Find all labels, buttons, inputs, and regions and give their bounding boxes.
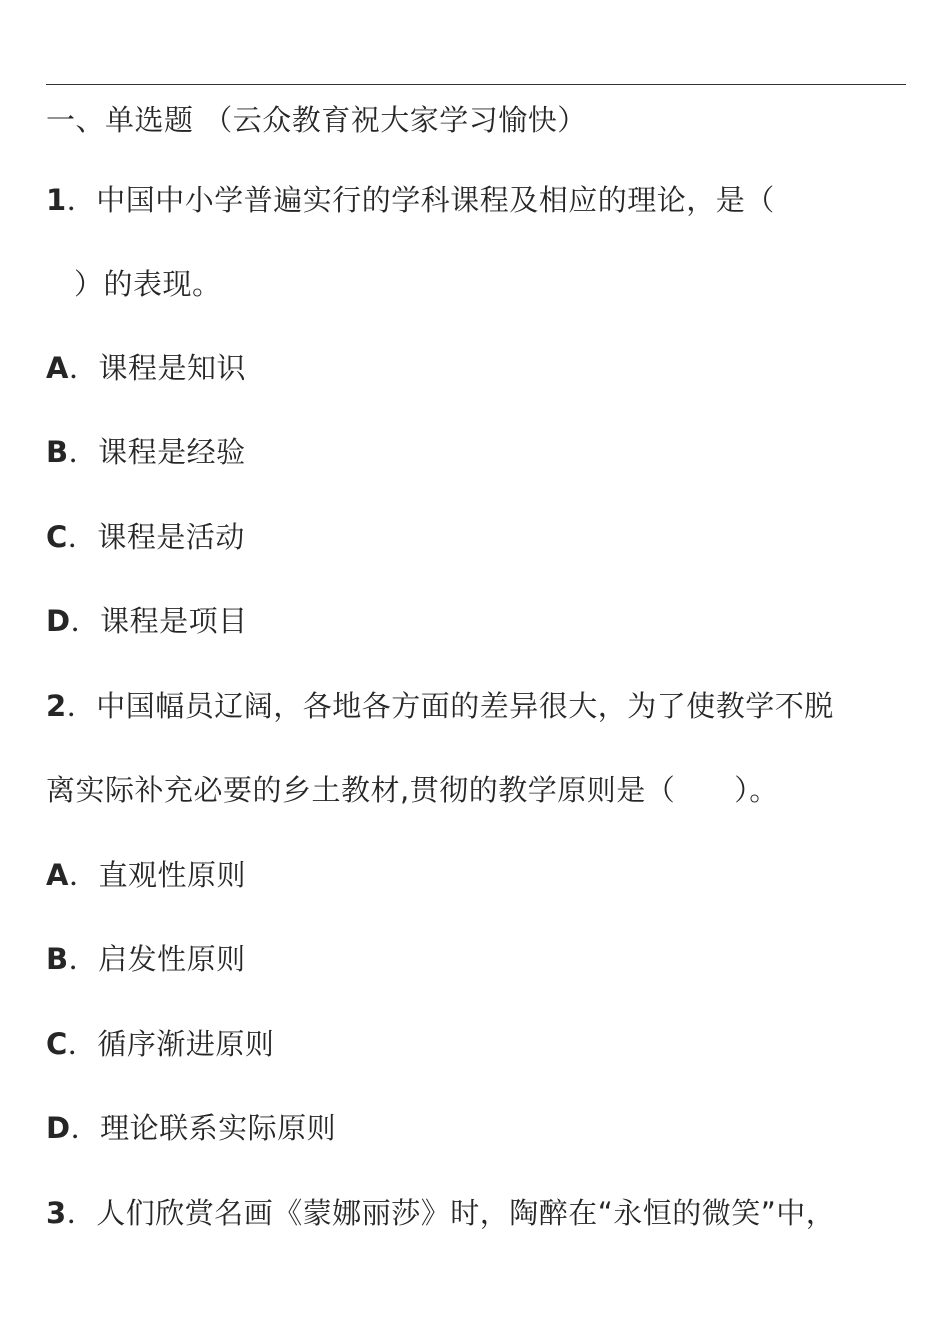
option-separator: ． — [70, 604, 101, 638]
question-number: 3 — [46, 1196, 67, 1230]
option-text: 直观性原则 — [98, 858, 246, 892]
option-letter: B — [46, 942, 69, 976]
option-text: 课程是项目 — [100, 604, 248, 638]
question-text: 人们欣赏名画《蒙娜丽莎》时，陶醉在“永恒的微笑”中， — [96, 1196, 836, 1230]
question-3 — [46, 1193, 835, 1233]
option-a — [46, 855, 246, 895]
option-separator: ． — [68, 858, 99, 892]
option-b — [46, 432, 246, 472]
option-b — [46, 939, 246, 979]
option-text: 课程是经验 — [98, 435, 246, 469]
option-letter: B — [46, 435, 69, 469]
question-number: 2 — [46, 689, 67, 723]
option-letter: A — [46, 351, 69, 385]
option-separator: ． — [68, 351, 99, 385]
question-text: 中国中小学普遍实行的学科课程及相应的理论，是（ — [96, 183, 775, 217]
option-text: 启发性原则 — [98, 942, 246, 976]
option-letter: D — [46, 1111, 71, 1145]
option-d — [46, 1108, 336, 1148]
question-text: 中国幅员辽阔，各地各方面的差异很大，为了使教学不脱 — [96, 689, 834, 723]
option-separator: ． — [67, 1027, 98, 1061]
option-d — [46, 601, 248, 641]
option-text: 循序渐进原则 — [97, 1027, 275, 1061]
option-a — [46, 348, 246, 388]
question-1 — [46, 180, 775, 220]
option-letter: C — [46, 1027, 68, 1061]
question-1-continuation: ）的表现。 — [74, 267, 222, 301]
option-c — [46, 517, 245, 557]
question-separator: ． — [66, 1196, 97, 1230]
option-text: 课程是知识 — [98, 351, 246, 385]
question-separator: ． — [66, 689, 97, 723]
option-separator: ． — [68, 942, 99, 976]
option-text: 理论联系实际原则 — [100, 1111, 337, 1145]
question-2 — [46, 686, 834, 726]
option-c — [46, 1024, 274, 1064]
question-number: 1 — [46, 183, 67, 217]
option-separator: ． — [67, 520, 98, 554]
option-letter: C — [46, 520, 68, 554]
option-letter: A — [46, 858, 69, 892]
question-separator: ． — [66, 183, 97, 217]
option-separator: ． — [68, 435, 99, 469]
header-rule — [46, 84, 906, 85]
option-text: 课程是活动 — [97, 520, 245, 554]
section-title: 一、单选题 （云众教育祝大家学习愉快） — [46, 103, 587, 137]
option-letter: D — [46, 604, 71, 638]
option-separator: ． — [70, 1111, 101, 1145]
question-2-continuation: 离实际补充必要的乡土教材,贯彻的教学原则是（ ）。 — [46, 773, 779, 807]
